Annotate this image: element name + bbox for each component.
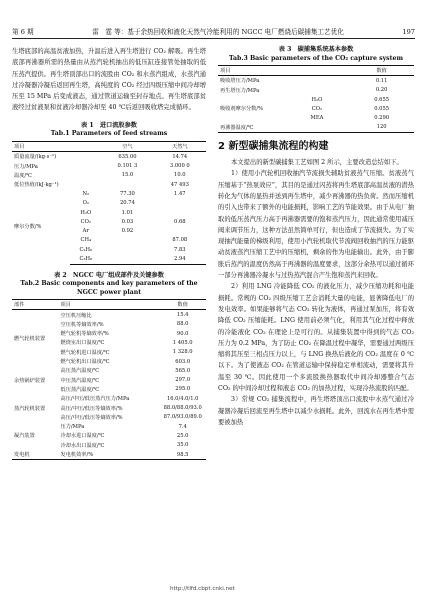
paragraph-item-1: 1）使用小汽轮机回收抽汽节流损失辅助贫液蒸气压缩。贫液蒸气压缩基于“热泵效应”，其目的是通过闪蒸将再生塔底部高温贫液的潜热转化为气体的显热并送到再生塔中，减少再沸器的热负荷。然而压缩机的引入也带来了额外的电能损耗，影响工艺的节能效果。由于从电厂抽取的低压蒸汽压力高于再沸器需要的饱和蒸汽压力，因此通常使用减压阀来调节压力，这种方法虽然简单可行，但也造成了节流损失。为了实现抽汽能量的梯级利用，使用小汽轮机取代节流阀回收抽汽的压力能驱动贫液蒸汽压缩工艺中的压缩机，剩余的作为电能输出。此外，由于膨胀后蒸汽的温度仍然高于再沸器的温度要求，这部分余热可以通过循环一部分再沸器冷凝水与过热蒸汽混合产生饱和蒸汽来回收。 [218, 170, 414, 280]
cell: Ar [82, 228, 89, 235]
cell: 燃气轮机出口温度/℃ [60, 359, 110, 366]
cell: 297.0 [175, 377, 191, 384]
cell: 88.0 [176, 321, 189, 328]
table-row [12, 189, 206, 198]
cell: 603.0 [175, 358, 191, 365]
table-row [218, 123, 414, 133]
cell [154, 208, 206, 217]
cell [101, 236, 153, 245]
cell: 1.47 [174, 190, 186, 197]
t2-header-part: 部件 [12, 300, 59, 310]
cell: MEA [310, 115, 324, 122]
cell: 7.83 [174, 246, 186, 253]
table-row [12, 394, 206, 403]
cell: 低压蒸汽温度/℃ [60, 386, 100, 393]
cell: 295.0 [175, 386, 191, 393]
cell [154, 199, 206, 208]
issue-label: 第 6 期 [12, 28, 34, 36]
cell: 2.94 [154, 254, 206, 264]
table-row [12, 450, 206, 460]
cell: CH₄ [80, 237, 92, 244]
cell: 高压/中压/低压等熵效率/% [60, 414, 123, 421]
cell: 35.0 [176, 442, 189, 449]
table1-caption-cn: 表 1 进口流股参数 [81, 121, 137, 129]
table-row [12, 366, 206, 375]
table1 [12, 141, 206, 265]
paragraph-item-3: 3）常规 CO₂ 捕集流程中，再生塔塔顶出口流股中水蒸气通过冷凝器冷凝后回流至再生塔中以减少水损耗。此外，回流水在再生塔中需要被加热 [218, 396, 414, 426]
table3-caption-cn: 表 3 碳捕集系统基本参数 [278, 46, 354, 53]
cell: 120 [349, 123, 414, 133]
cell: 压力/MPa [14, 163, 38, 170]
cell: 0.11 [375, 77, 388, 84]
cell: 0.92 [121, 228, 134, 235]
t2-header-value: 数值 [159, 300, 206, 310]
mole-fraction-label: 摩尔分数/% [14, 224, 42, 231]
cell: 635.00 [118, 153, 137, 160]
cell: CO₂ [311, 105, 323, 112]
cell: 空压机等熵效率/% [60, 321, 104, 328]
table-row [12, 422, 206, 431]
cell: 燃气轮机等熵效率/% [60, 331, 109, 338]
cell: 1 328.0 [172, 349, 193, 356]
section-title: 2 新型碳捕集流程的构建 [218, 141, 329, 153]
cell: 0.655 [374, 96, 390, 103]
cell: 15.0 [121, 172, 134, 179]
cell: 77.30 [119, 190, 135, 197]
cell: 87.0/93.0/89.0 [163, 414, 202, 421]
table-row [12, 152, 206, 162]
watermark-url: http://tlfd.cbpt.cnki.net [170, 586, 235, 592]
cell [101, 254, 153, 264]
cell: 0.290 [374, 115, 390, 122]
cell: N₂ [82, 190, 90, 197]
component-group-label: 凝汽装置 [14, 433, 35, 440]
table-row [12, 161, 206, 170]
cell: 98.5 [159, 450, 206, 460]
cell: 燃气轮机进口温度/℃ [60, 349, 110, 356]
t2-header-item: 项目 [59, 300, 160, 310]
cell [154, 226, 206, 235]
absorbent-label: 吸收剂摩尔分数/% [220, 106, 263, 113]
cell: O₂ [82, 200, 89, 207]
cell: 0.68 [174, 218, 186, 225]
cell: 3.000 0 [169, 163, 190, 170]
cell: 燃烧室出口温度/℃ [60, 340, 105, 347]
cell: 质量流量/(kg·s⁻¹) [14, 154, 57, 161]
component-group-label: 燃气轮机装置 [14, 335, 46, 342]
cell: 10.0 [174, 172, 186, 179]
cell: 90.0 [176, 330, 189, 337]
t1-header-gas: 天然气 [154, 141, 206, 151]
cell: 再沸器温度/℃ [218, 123, 349, 133]
cell: 15.4 [176, 312, 189, 319]
cell: 0.055 [374, 105, 390, 112]
cell: 47 493 [170, 181, 189, 188]
table3 [218, 65, 414, 133]
cell: 温度/℃ [14, 172, 32, 179]
running-header [12, 22, 415, 39]
t3-header-sub [285, 66, 350, 76]
table2-caption-en: Tab.2 Basic components and key parameters of the NGCC power plant [20, 280, 198, 296]
component-group-label: 余热锅炉装置 [14, 377, 46, 384]
table-row [218, 86, 414, 95]
cell: 0.101 3 [117, 163, 138, 170]
page-number: 197 [402, 28, 415, 36]
component-group-label: 发电机 [12, 450, 59, 460]
component-group-label: 蒸汽轮机装置 [14, 405, 46, 412]
cell: 1 405.0 [172, 339, 193, 346]
left-column [12, 46, 206, 460]
table2-caption-cn: 表 2 NGCC 电厂组成部件及关键参数 [54, 271, 164, 279]
cell: 中压蒸汽温度/℃ [60, 377, 100, 384]
table1-caption-en: Tab.1 Parameters of feed streams [50, 130, 168, 138]
cell: 压力/MPa [60, 424, 85, 431]
paragraph-item-2: 2）利用 LNG 冷能降低 CO₂ 的液化压力，减少压缩功耗和电能损耗。常规的 CO₂ 四级压缩工艺会消耗大量的电能，显著降低电厂的发电效率。如果能够将气态 CO₂ 转化为液体，再通过泵加压，将有效降低 CO₂ 压缩能耗。LNG 使用前必须气化，利用其气化过程中释放的冷能液化 CO₂ 在理论上是可行的。从捕集装置中得到的气态 CO₂ 压力为 0.2 MPa，为了防止 CO₂ 在降温过程中凝华，需要通过两级压缩将其压至三相点压力以上，与 LNG 换热后液化的 CO₂ 温度在 0 ℃以下。为了使液态 CO₂ 在管道运输中保持稳定单相流动，需要将其升温至 30 ℃。因此使用一个多流股换热器取代中间冷却器整合气态 CO₂ 的中间冷却过程和液态 CO₂ 的加热过程，实现冷热流股的匹配。 [218, 283, 414, 393]
cell: H₂O [311, 96, 323, 103]
right-column [218, 46, 414, 428]
table-row [218, 76, 414, 86]
cell: C₃H₈ [70, 254, 101, 264]
cell: 冷却水进口温度/℃ [60, 433, 105, 440]
cell: 0.03 [121, 218, 134, 225]
cell: 再生塔压力/MPa [220, 87, 260, 94]
table-row [12, 171, 206, 180]
cell: 25.0 [176, 432, 189, 439]
cell: 16.0/4.0/1.0 [166, 395, 199, 402]
cell: 565.0 [175, 367, 191, 374]
cell: 7.4 [178, 423, 187, 430]
cell: 88.0/88.0/93.0 [163, 405, 202, 412]
cell: CO₂ [80, 218, 91, 225]
cell: 1.01 [121, 209, 134, 216]
cell: 冷却水出口温度/℃ [60, 442, 105, 449]
cell: 0.20 [375, 87, 388, 94]
t3-header-item: 项目 [218, 66, 285, 76]
cell: 87.08 [172, 237, 188, 244]
cell: 高压蒸汽温度/℃ [60, 368, 100, 375]
running-title: 雷 霆 等：基于余热回收和液化天然气冷能利用的 NGCC 电厂燃烧后碳捕集工艺优化 [92, 28, 344, 36]
cell: H₂O [80, 209, 92, 216]
cell: 高压/中压/低压蒸汽压力/MPa [60, 396, 130, 403]
cell: 高压/中压/低压等熵效率/% [60, 405, 123, 412]
table2 [12, 299, 206, 460]
t1-header-item: 项目 [12, 141, 101, 151]
cell: C₂H₆ [79, 246, 93, 253]
table-row [12, 180, 206, 189]
cell: 14.74 [172, 153, 188, 160]
cell: 低位热值/(kJ·kg⁻¹) [14, 182, 59, 189]
intro-paragraph: 生塔底部的高温贫液加热，升温后进入再生塔进行 CO₂ 解吸。再生塔底部再沸器所需的热量由从蒸汽轮机抽出的低压缸连接管处抽取的低压蒸汽提供。再生塔顶部出口的流股由 CO₂ 和水蒸汽组成，水蒸汽通过冷凝器冷凝后返回再生塔，高纯度的 CO₂ 经过四级压缩中间冷却增压至 15 MPa 后变成液态，通过管道运输至封存地点。再生塔底部贫液经过贫液泵和贫液冷却器冷却至 40 ℃后返回吸收塔完成循环。 [12, 48, 206, 112]
t3-header-value: 数值 [349, 66, 414, 76]
table3-caption-en: Tab.3 Basic parameters of the CO₂ capture system [228, 54, 404, 62]
cell: 空压机压缩比 [60, 312, 92, 319]
table-row [12, 310, 206, 320]
cell [101, 245, 153, 254]
t1-header-air: 空气 [101, 141, 153, 151]
cell [101, 180, 153, 189]
cell: 吸收塔压力/MPa [220, 78, 260, 85]
cell: 发电机效率/% [59, 450, 160, 460]
paragraph-intro: 本文提出的新型碳捕集工艺如图 2 所示，主要改造总结如下。 [231, 159, 403, 167]
cell: 20.74 [119, 200, 135, 207]
table-row [218, 95, 414, 104]
